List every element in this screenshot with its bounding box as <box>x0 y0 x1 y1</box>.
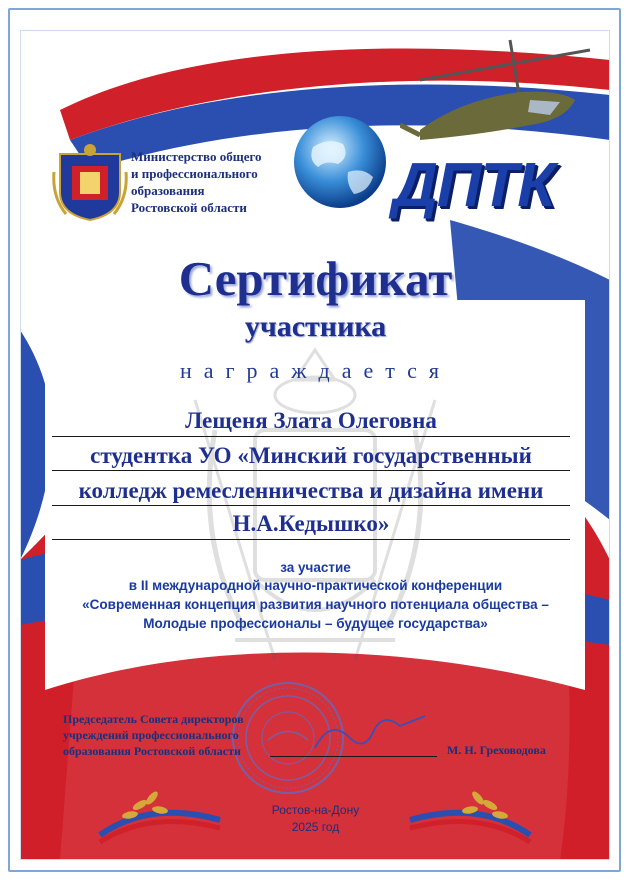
ministry-line: Министерство общего <box>131 149 262 164</box>
signatory-role-line: образования Ростовской области <box>63 744 241 758</box>
participation-line: Молодые профессионалы – будущее государства» <box>143 616 488 631</box>
globe-icon <box>288 112 398 212</box>
dptk-logo: ДПТК <box>393 151 555 220</box>
signatory-role <box>63 711 244 759</box>
participation-line: «Современная концепция развития научного потенциала общества – <box>82 597 549 612</box>
ministry-line: Ростовской области <box>131 200 247 215</box>
year-label: 2025 год <box>291 820 340 834</box>
recipient-line: колледж ремесленничества и дизайна имени <box>78 478 544 503</box>
ministry-name <box>131 148 281 216</box>
underline <box>52 470 570 471</box>
participation-line: в II международной научно-практической конференции <box>128 578 503 593</box>
recipient-name: Лещеня Злата Олеговна <box>185 408 437 433</box>
certificate-title: Сертификат <box>178 251 453 306</box>
underline <box>52 539 570 540</box>
participation-line: за участие <box>280 560 351 575</box>
helicopter-icon <box>400 30 600 150</box>
recipient-line: студентка УО «Минский государственный <box>90 443 532 468</box>
underline <box>52 505 570 506</box>
signatory-name: М. Н. Греховодова <box>447 743 546 757</box>
signature-line <box>270 756 437 757</box>
signatory-role-line: Председатель Совета директоров <box>63 712 244 726</box>
awarded-label: награждается <box>179 358 451 383</box>
recipient-line: Н.А.Кедышко» <box>232 511 390 536</box>
signatory-role-line: учреждений профессионального <box>63 728 239 742</box>
ministry-line: образования <box>131 183 205 198</box>
certificate-subtitle: участника <box>244 310 387 343</box>
city-label: Ростов-на-Дону <box>271 803 360 817</box>
ministry-line: и профессионального <box>131 166 258 181</box>
underline <box>52 436 570 437</box>
signature <box>310 708 430 758</box>
rostov-coat-of-arms-icon <box>52 142 128 222</box>
